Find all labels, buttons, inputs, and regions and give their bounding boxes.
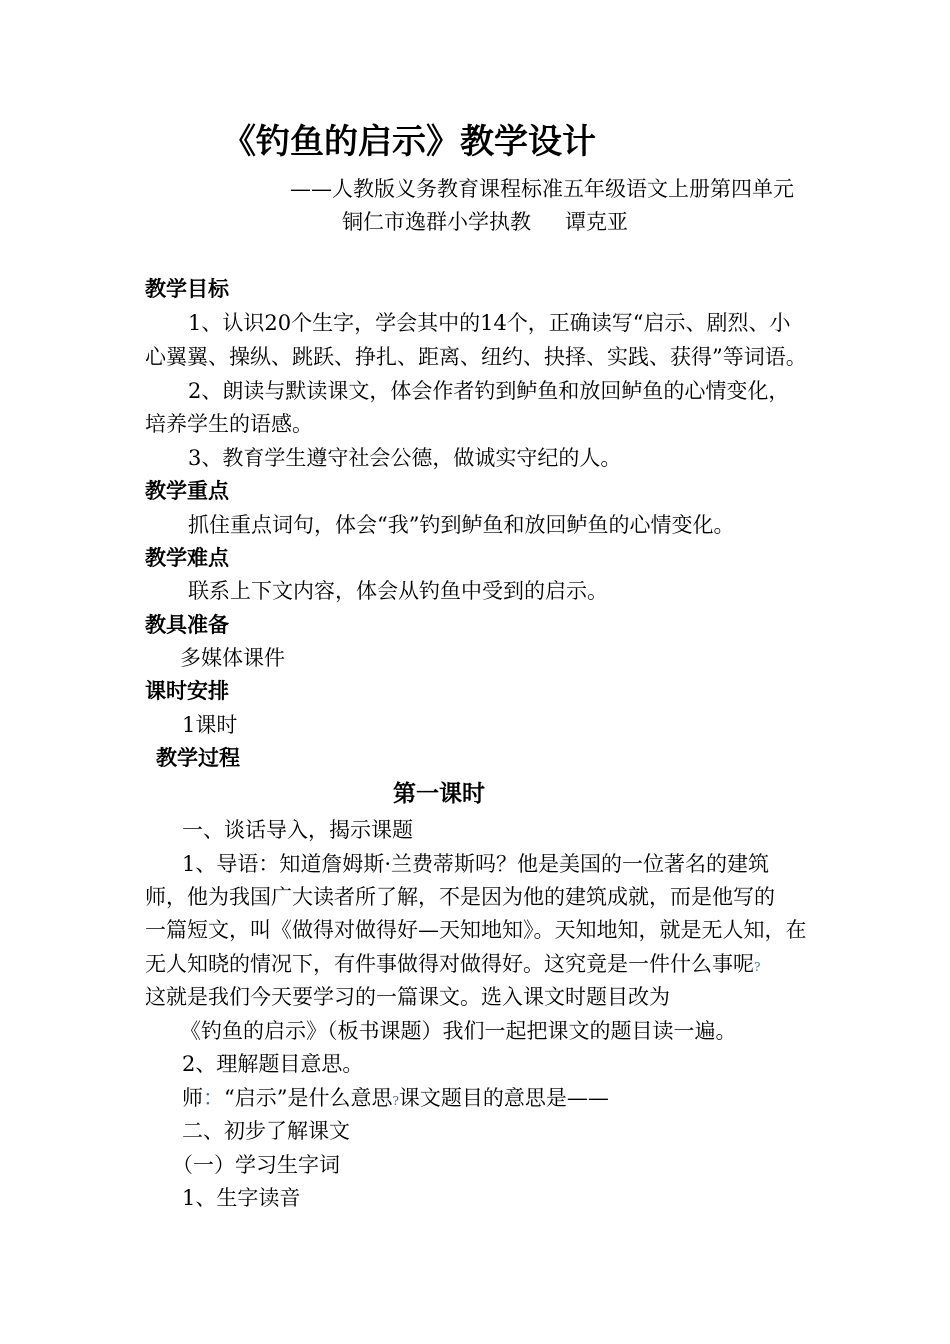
document-subtitle: ——人教版义务教育课程标准五年级语文上册第四单元 bbox=[290, 177, 794, 201]
teacher-text-a: “启示”是什么意思 bbox=[224, 1086, 393, 1110]
difficulty-heading: 教学难点 bbox=[145, 546, 229, 570]
teacher-question-mark: ? bbox=[392, 1094, 399, 1108]
teacher-text-b: 课文题目的意思是—— bbox=[398, 1086, 609, 1110]
intro-line-4-text: 无人知晓的情况下，有件事做得对做得好。这究竟是一件什么事呢 bbox=[145, 952, 754, 976]
intro-line-1: 1、导语：知道詹姆斯·兰费蒂斯吗？他是美国的一位著名的建筑 bbox=[182, 852, 770, 876]
part-2-heading: 二、初步了解课文 bbox=[182, 1119, 350, 1143]
document-title: 《钓鱼的启示》教学设计 bbox=[222, 122, 596, 162]
teacher-prefix: 师 bbox=[182, 1086, 203, 1110]
key-points-heading: 教学重点 bbox=[145, 479, 229, 503]
process-heading: 教学过程 bbox=[156, 746, 240, 770]
intro-line-6: 《钓鱼的启示》（板书课题）我们一起把课文的题目读一遍。 bbox=[180, 1019, 737, 1043]
tools-heading: 教具准备 bbox=[145, 613, 229, 637]
item-2: 2、理解题目意思。 bbox=[182, 1052, 364, 1076]
tools-text: 多媒体课件 bbox=[180, 646, 285, 670]
author-line bbox=[342, 207, 628, 237]
key-points-text: 抓住重点词句，体会“我”钓到鲈鱼和放回鲈鱼的心情变化。 bbox=[188, 513, 735, 537]
author-name: 谭克亚 bbox=[565, 210, 628, 234]
sub-1-heading: （一）学习生字词 bbox=[172, 1153, 340, 1177]
schedule-heading: 课时安排 bbox=[145, 679, 229, 703]
intro-line-3: 一篇短文，叫《做得对做得好—天知地知》。天知地知，就是无人知，在 bbox=[145, 918, 807, 942]
goals-heading: 教学目标 bbox=[145, 277, 229, 301]
teacher-colon: ： bbox=[203, 1086, 224, 1110]
lesson-title: 第一课时 bbox=[393, 781, 485, 807]
goal-1-line-2: 心翼翼、操纵、跳跃、挣扎、距离、纽约、抉择、实践、获得”等词语。 bbox=[145, 345, 807, 369]
goal-2-line-1: 2、朗读与默读课文，体会作者钓到鲈鱼和放回鲈鱼的心情变化， bbox=[188, 379, 790, 403]
teacher-line bbox=[182, 1083, 609, 1116]
part-1-heading: 一、谈话导入，揭示课题 bbox=[182, 818, 413, 842]
intro-line-2: 师，他为我国广大读者所了解，不是因为他的建筑成就，而是他写的 bbox=[145, 885, 775, 909]
difficulty-text: 联系上下文内容，体会从钓鱼中受到的启示。 bbox=[188, 579, 608, 603]
goal-3: 3、教育学生遵守社会公德，做诚实守纪的人。 bbox=[188, 446, 622, 470]
schedule-text: 1课时 bbox=[182, 713, 238, 737]
intro-line-4 bbox=[145, 949, 760, 982]
author-school: 铜仁市逸群小学执教 bbox=[342, 210, 531, 234]
goal-1-line-1: 1、认识20个生字，学会其中的14个，正确读写“启示、剧烈、小 bbox=[188, 311, 791, 335]
intro-line-5: 这就是我们今天要学习的一篇课文。选入课文时题目改为 bbox=[145, 985, 670, 1009]
goal-2-line-2: 培养学生的语感。 bbox=[145, 412, 313, 436]
sub-1-item-1: 1、生字读音 bbox=[182, 1186, 301, 1210]
question-mark: ? bbox=[754, 960, 761, 974]
